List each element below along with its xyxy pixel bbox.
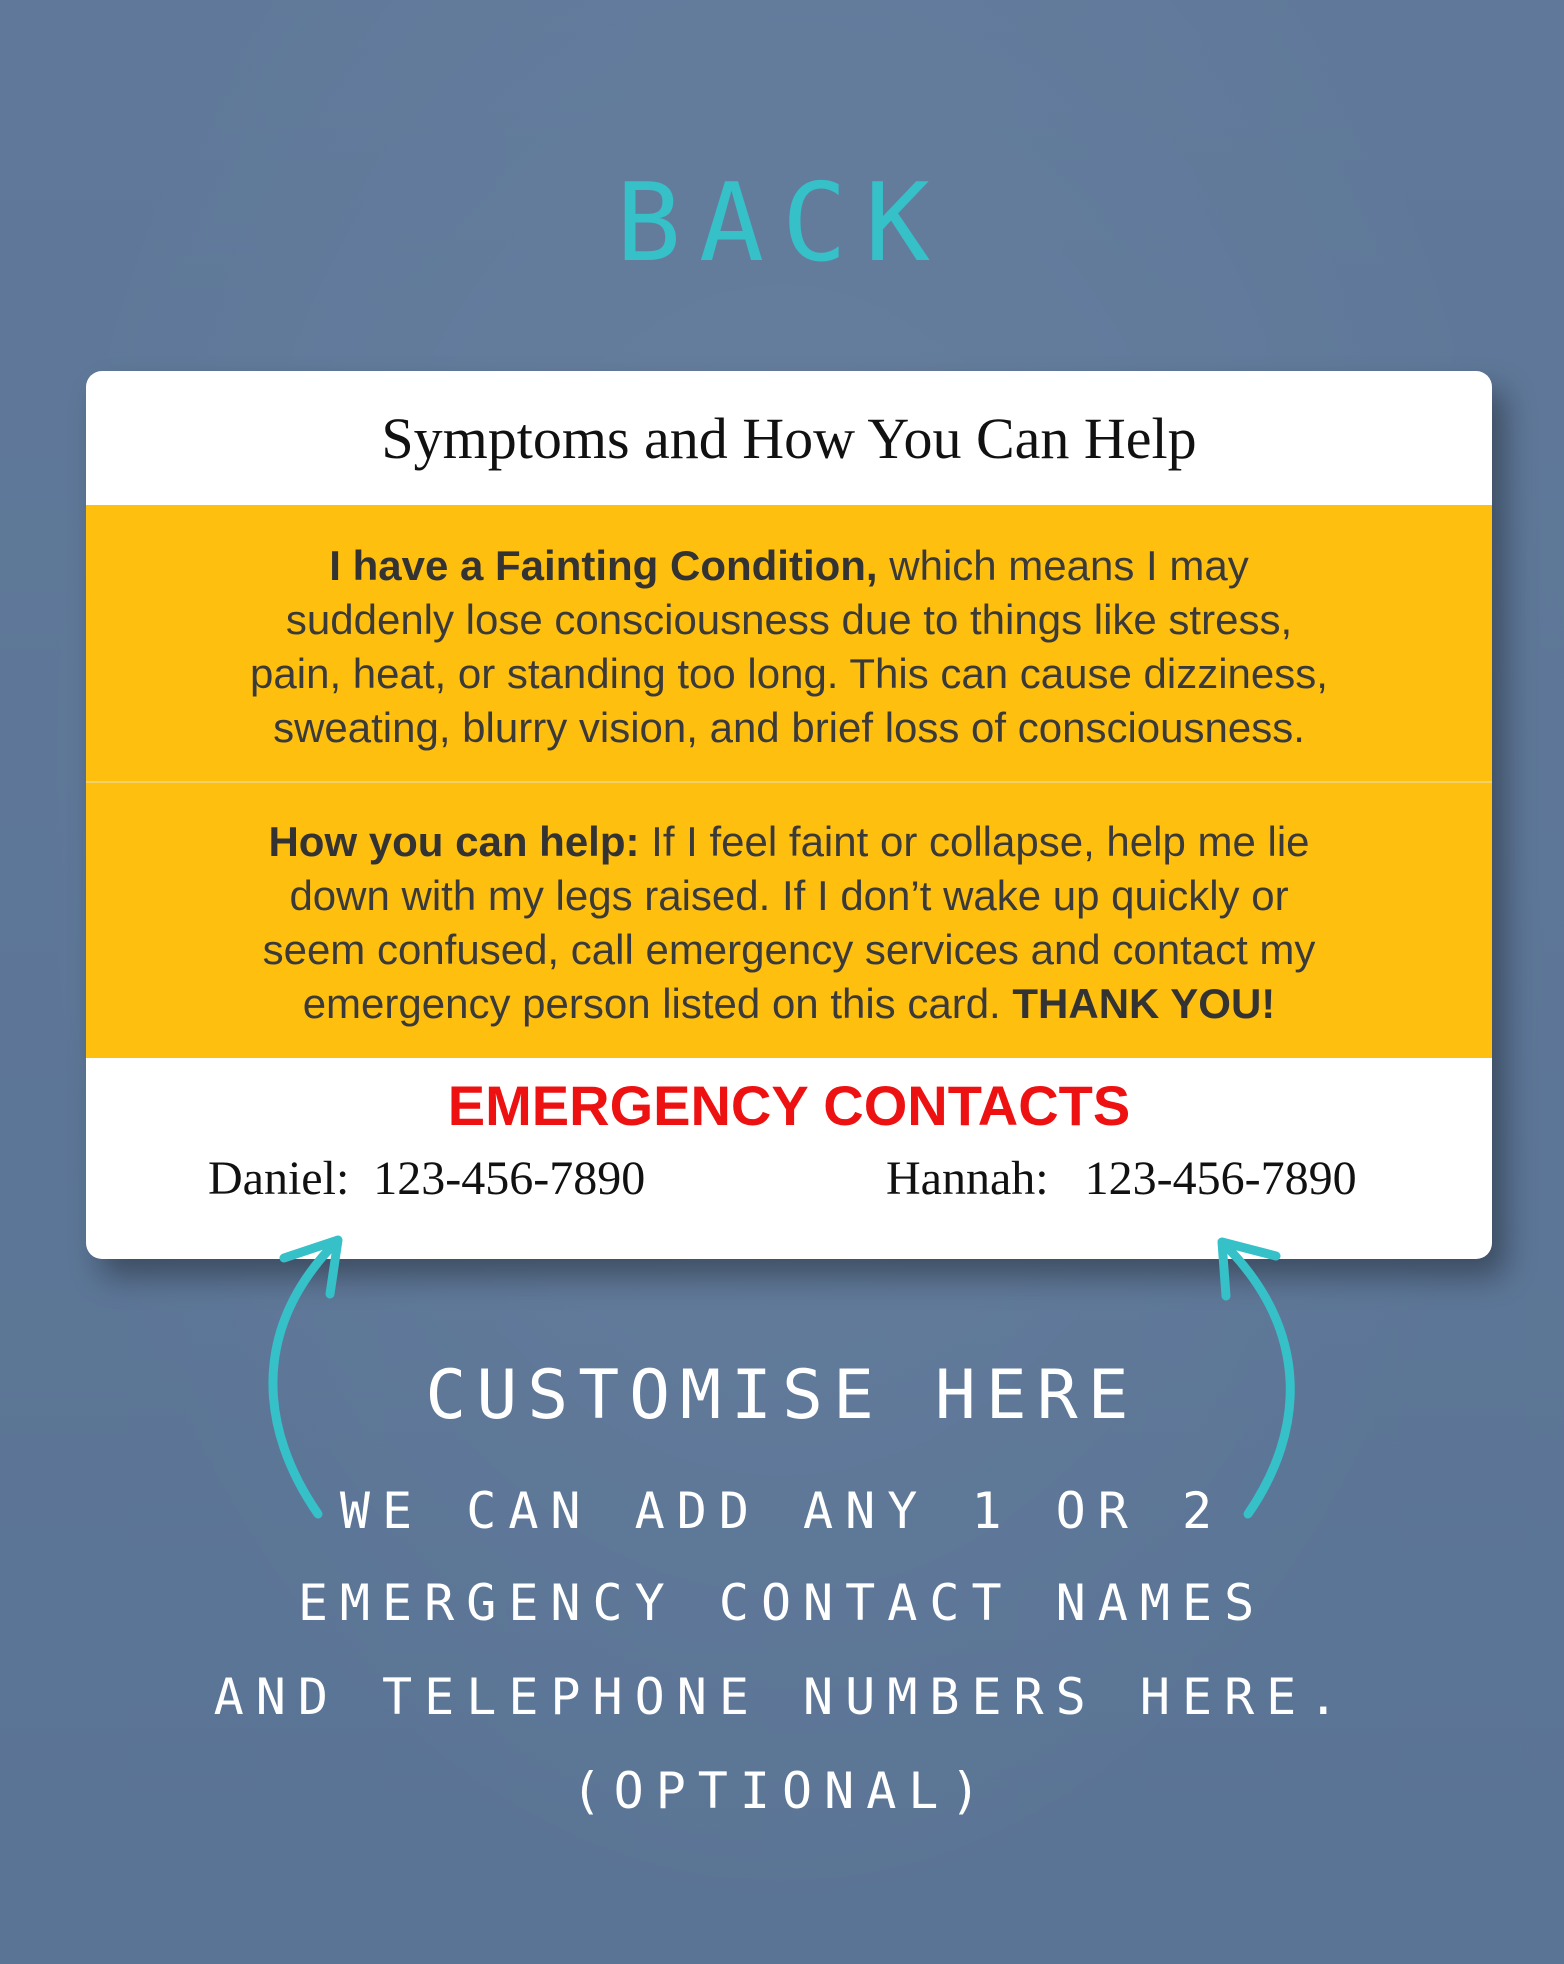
customise-note-line-2: EMERGENCY CONTACT NAMES (297, 1574, 1267, 1632)
condition-line-3: pain, heat, or standing too long. This can cause dizziness, (250, 650, 1328, 697)
emergency-contact-1 (208, 1151, 645, 1206)
contact-phone: 123-456-7890 (1084, 1152, 1357, 1205)
condition-line-4: sweating, blurry vision, and brief loss of consciousness. (273, 704, 1305, 751)
help-line-3: seem confused, call emergency services and contact my (262, 926, 1316, 973)
info-band (86, 505, 1492, 1058)
condition-lead: I have a Fainting Condition, (329, 542, 878, 589)
condition-line-1: which means I may (877, 542, 1249, 589)
condition-paragraph (86, 539, 1492, 755)
help-line-1: If I feel faint or collapse, help me lie (639, 818, 1310, 865)
help-lead: How you can help: (268, 818, 640, 865)
medical-card (86, 371, 1492, 1259)
emergency-contact-2 (886, 1151, 1357, 1206)
customise-note-line-1: WE CAN ADD ANY 1 OR 2 (339, 1482, 1225, 1540)
help-paragraph (86, 815, 1492, 1031)
page-heading: BACK (615, 161, 949, 286)
customise-note-line-3: AND TELEPHONE NUMBERS HERE. (213, 1668, 1351, 1726)
customise-title: CUSTOMISE HERE (425, 1356, 1139, 1435)
band-divider (86, 781, 1492, 783)
thank-you-text: THANK YOU! (1012, 980, 1276, 1027)
help-line-2: down with my legs raised. If I don’t wake up quickly or (289, 872, 1289, 919)
contact-phone: 123-456-7890 (373, 1152, 646, 1205)
emergency-contacts-heading: EMERGENCY CONTACTS (447, 1074, 1131, 1137)
condition-line-2: suddenly lose consciousness due to things like stress, (285, 596, 1293, 643)
help-line-4: emergency person listed on this card. (302, 980, 1013, 1027)
customise-note-line-4: (OPTIONAL) (571, 1762, 993, 1820)
card-title: Symptoms and How You Can Help (381, 405, 1197, 471)
contact-name: Daniel: (208, 1152, 350, 1205)
contact-name: Hannah: (886, 1152, 1049, 1205)
